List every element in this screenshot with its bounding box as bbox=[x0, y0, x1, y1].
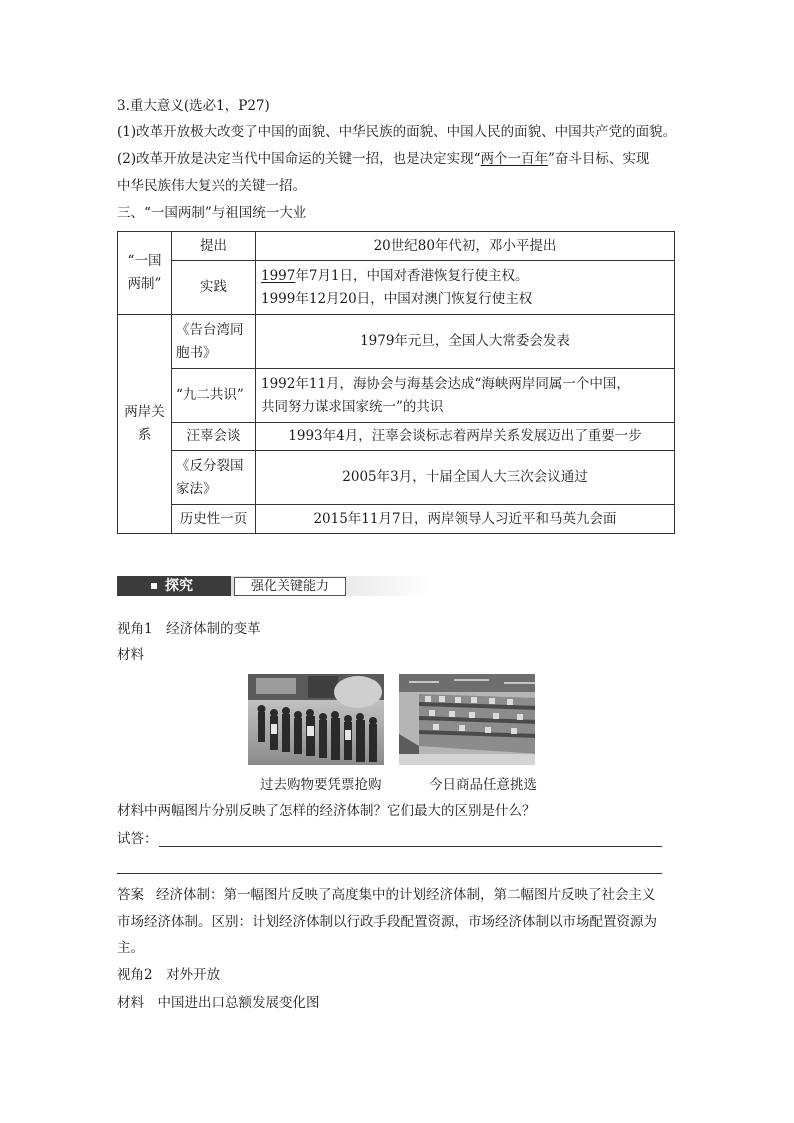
view2-title: 视角2 对外开放 bbox=[117, 967, 221, 983]
square-bullet-icon bbox=[151, 583, 157, 589]
section3-point2-cont: 中华民族伟大复兴的关键一招。 bbox=[117, 178, 306, 194]
row-item: 《反分裂国家法》 bbox=[172, 451, 256, 505]
photo-supermarket bbox=[399, 674, 535, 765]
queue-photo-image bbox=[248, 674, 384, 765]
supermarket-photo-image bbox=[399, 674, 535, 765]
banner-label: 探究 bbox=[165, 578, 193, 594]
section3-point1: (1)改革开放极大改变了中国的面貌、中华民族的面貌、中国人民的面貌、中国共产党的面貌。 bbox=[117, 124, 677, 140]
answer-blank-line[interactable] bbox=[159, 846, 662, 847]
row-item: 汪辜会谈 bbox=[172, 423, 256, 451]
row-content: 1997年7月1日，中国对香港恢复行使主权。 1999年12月20日，中国对澳门恢复行使主权 bbox=[256, 261, 675, 315]
section3-point2: (2)改革开放是决定当代中国命运的关键一招，也是决定实现“两个一百年”奋斗目标、实现 bbox=[117, 151, 650, 167]
section3-title: 3.重大意义(选必1，P27) bbox=[117, 98, 270, 114]
answer-blank-line[interactable] bbox=[117, 873, 662, 874]
try-answer-label: 试答： bbox=[117, 831, 158, 847]
group-one-country-two-systems: “一国两制” bbox=[118, 232, 172, 315]
row-item: 提出 bbox=[172, 232, 256, 261]
reunification-table bbox=[117, 231, 675, 534]
photo-queue-shopping bbox=[248, 674, 384, 765]
view1-material: 材料 bbox=[117, 647, 144, 663]
underlined-term: 两个一百年 bbox=[480, 151, 549, 167]
heading-3: 三、“一国两制”与祖国统一大业 bbox=[117, 205, 307, 221]
answer-line-3: 主。 bbox=[117, 940, 144, 956]
section-banner bbox=[117, 572, 431, 600]
row-item: “九二共识” bbox=[172, 369, 256, 423]
view1-question: 材料中两幅图片分别反映了怎样的经济体制？它们最大的区别是什么？ bbox=[117, 803, 536, 819]
row-content: 1993年4月，汪辜会谈标志着两岸关系发展迈出了重要一步 bbox=[256, 423, 675, 451]
row-item: 《告台湾同胞书》 bbox=[172, 315, 256, 369]
row-content: 1992年11月，海协会与海基会达成“海峡两岸同属一个中国， 共同努力谋求国家统一”的共识 bbox=[256, 369, 675, 423]
view1-title: 视角1 经济体制的变革 bbox=[117, 621, 261, 637]
row-content: 1979年元旦，全国人大常委会发表 bbox=[256, 315, 675, 369]
row-item: 实践 bbox=[172, 261, 256, 315]
row-content: 20世纪80年代初，邓小平提出 bbox=[256, 232, 675, 261]
photo2-caption: 今日商品任意挑选 bbox=[429, 777, 537, 793]
group-cross-strait: 两岸关系 bbox=[118, 315, 172, 534]
row-content: 2015年11月7日，两岸领导人习近平和马英九会面 bbox=[256, 505, 675, 534]
row-item: 历史性一页 bbox=[172, 505, 256, 534]
view2-material: 材料 中国进出口总额发展变化图 bbox=[117, 995, 320, 1011]
row-content: 2005年3月，十届全国人大三次会议通过 bbox=[256, 451, 675, 505]
answer-line-1: 答案 经济体制：第一幅图片反映了高度集中的计划经济体制，第二幅图片反映了社会主义 bbox=[117, 887, 656, 903]
photo1-caption: 过去购物要凭票抢购 bbox=[260, 777, 382, 793]
banner-subtitle: 强化关键能力 bbox=[234, 577, 346, 596]
answer-line-2: 市场经济体制。区别：计划经济体制以行政手段配置资源，市场经济体制以市场配置资源为 bbox=[117, 914, 657, 930]
